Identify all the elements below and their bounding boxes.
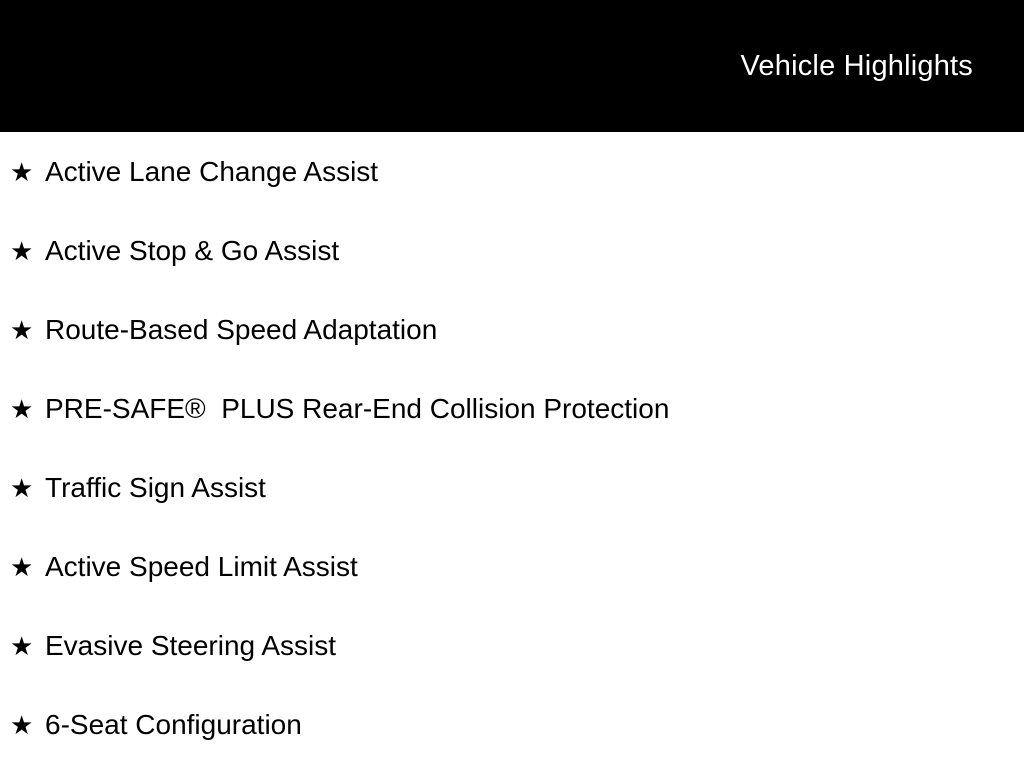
star-icon: ★	[10, 472, 34, 503]
list-item	[0, 527, 1024, 606]
list-item-label: Evasive Steering Assist	[45, 629, 337, 661]
highlights-list	[0, 132, 1024, 764]
list-item	[0, 132, 1024, 211]
star-icon: ★	[10, 314, 34, 345]
star-icon: ★	[10, 235, 34, 266]
list-item-label: Traffic Sign Assist	[45, 471, 266, 503]
list-item	[0, 606, 1024, 685]
list-item-label: Active Speed Limit Assist	[45, 550, 358, 582]
header-bar	[0, 0, 1024, 132]
star-icon: ★	[10, 709, 34, 740]
star-icon: ★	[10, 551, 34, 582]
star-icon: ★	[10, 156, 34, 187]
star-icon: ★	[10, 630, 34, 661]
list-item-label: 6-Seat Configuration	[45, 708, 302, 740]
list-item-label: Active Lane Change Assist	[45, 155, 379, 187]
star-icon: ★	[10, 393, 34, 424]
list-item-label: Active Stop & Go Assist	[45, 234, 340, 266]
list-item	[0, 448, 1024, 527]
list-item-label: Route-Based Speed Adaptation	[45, 313, 438, 345]
list-item	[0, 211, 1024, 290]
page-title: Vehicle Highlights	[740, 49, 973, 82]
list-item	[0, 685, 1024, 764]
list-item	[0, 369, 1024, 448]
list-item	[0, 290, 1024, 369]
list-item-label: PRE-SAFE® PLUS Rear-End Collision Protection	[45, 392, 670, 424]
